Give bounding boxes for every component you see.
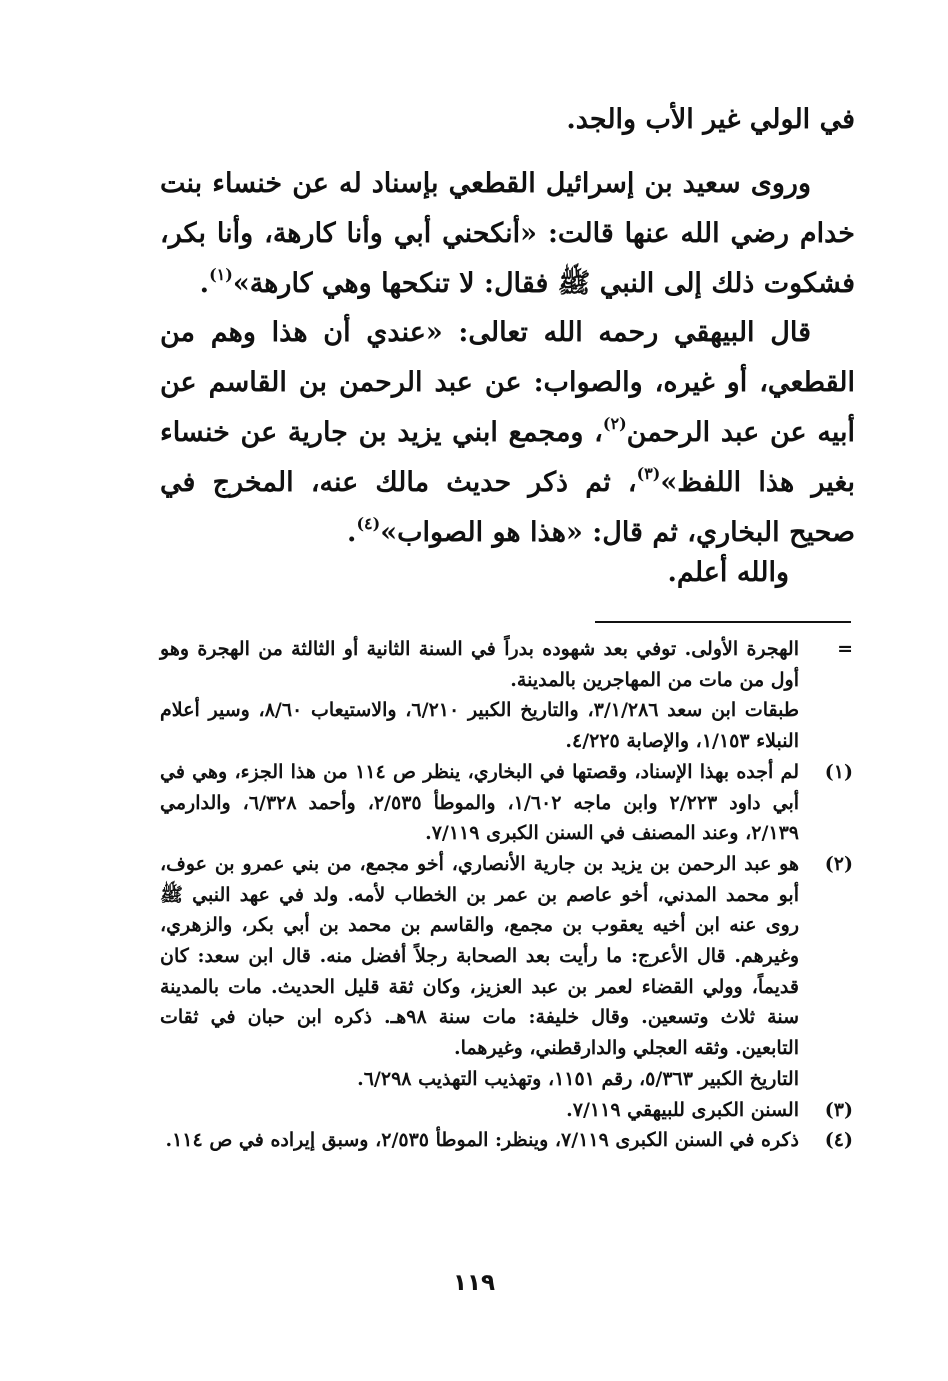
footnotes-section: [160, 634, 853, 1156]
bayhaqi-comment-part-c: ، ثم ذكر حديث مالك عنه، المخرج في صحيح البخاري، ثم قال: «هذا هو الصواب»: [160, 467, 855, 548]
page-number: ١١٩: [452, 1270, 496, 1296]
footnote-1-text: لم أجده بهذا الإسناد، وقصتها في البخاري، ينظر ص ١١٤ من هذا الجزء، وهي في أبي داود ٢/٢٢٣ وابن ماجه ١/٦٠٢، والموطأ ٢/٥٣٥، وأحمد ٦/٣٢٨، والدارمي ٢/١٣٩، وعند المصنف في السنن الكبرى ٧/١١٩.: [160, 760, 800, 845]
footnote-separator: [595, 621, 851, 623]
main-text-top-line: [160, 95, 855, 145]
footnote-1-mark: (١): [824, 760, 853, 783]
footnote-continued: [160, 634, 853, 757]
qatai-narration-body: وروى سعيد بن إسرائيل القطعي بإسناد له عن خنساء بنت خدام رضي الله عنها قالت: «أنكحني أبي وأنا كارهة، وأنا بكر، فشكوت ذلك إلى النبي ﷺ فقال: لا تنكحها وهي كارهة»: [160, 168, 855, 299]
continuation-line: في الولي غير الأب والجد.: [566, 104, 855, 135]
qatai-narration-text: [160, 159, 855, 309]
footnote-2-text: هو عبد الرحمن بن يزيد بن جارية الأنصاري، أخو مجمع، من بني عمرو بن عوف، أبو محمد المدني، أخو عاصم بن عمر بن الخطاب لأمه. ولد في عهد النبي ﷺ روى عنه ابن أخيه يعقوب بن مجمع، والقاسم بن محمد بن أبي بكر، والزهري، وغيرهم. قال الأعرج: ما رأيت بعد الصحابة رجلاً أفضل منه. قال ابن سعد: كان قديماً، وولي القضاء لعمر بن عبد العزيز، وكان ثقة قليل الحديث. مات بالمدينة سنة ثلاث وتسعين. وقال خليفة: مات سنة ٩٨هـ. ذكره ابن حبان في ثقات التابعين. وثقه العجلي والدارقطني، وغيرهما.: [160, 852, 799, 1060]
footnote-ref-3[interactable]: (٣): [636, 464, 661, 483]
closing-text: والله أعلم.: [667, 557, 789, 588]
footnote-3: [160, 1095, 853, 1126]
footnote-ref-1[interactable]: (١): [209, 265, 233, 284]
bayhaqi-comment-part-b: ، ومجمع ابني يزيد بن جارية عن خنساء بغير هذا اللفظ»: [160, 417, 855, 498]
footnote-2-mark: (٢): [824, 852, 853, 875]
footnote-ref-2[interactable]: (٢): [602, 414, 627, 433]
qatai-narration-end: .: [199, 268, 210, 299]
bayhaqi-comment-part-a: قال البيهقي رحمه الله تعالى: «عندي أن هذا وهم من القطعي، أو غيره، والصواب: عن عبد الرحمن بن القاسم عن أبيه عن عبد الرحمن: [160, 317, 855, 448]
footnote-continued-mark: =: [837, 638, 853, 660]
footnote-4-mark: (٤): [824, 1129, 853, 1152]
footnote-2-sources: التاريخ الكبير ٥/٣٦٣، رقم ١١٥١، وتهذيب التهذيب ٦/٢٩٨.: [357, 1067, 799, 1090]
bayhaqi-comment-end: .: [347, 517, 357, 548]
footnote-ref-4[interactable]: (٤): [356, 514, 381, 533]
footnote-continued-line-1: الهجرة الأولى. توفي بعد شهوده بدراً في السنة الثانية أو الثالثة من الهجرة وهو أول من مات من المهاجرين بالمدينة.: [160, 638, 799, 691]
bayhaqi-comment-text: [160, 308, 855, 558]
footnote-4-text: ذكره في السنن الكبرى ٧/١١٩، وينظر: الموطأ ٢/٥٣٥، وسبق إيراده في ص ١١٤.: [165, 1129, 799, 1152]
footnote-3-mark: (٣): [824, 1098, 853, 1121]
paragraph-bayhaqi-comment: [160, 308, 855, 558]
footnote-4: [160, 1125, 853, 1156]
footnote-3-text: السنن الكبرى للبيهقي ٧/١١٩.: [566, 1098, 799, 1121]
paragraph-qatai-narration: [160, 159, 855, 309]
footnote-2: [160, 849, 853, 1095]
footnote-continued-line-2: طبقات ابن سعد ٣/١/٢٨٦، والتاريخ الكبير ٦/٢١٠، والاستيعاب ٨/٦٠، وسير أعلام النبلاء ١/١٥٣، والإصابة ٤/٢٢٥.: [160, 699, 800, 753]
closing-line: [160, 548, 855, 598]
footnote-1: [160, 757, 853, 849]
